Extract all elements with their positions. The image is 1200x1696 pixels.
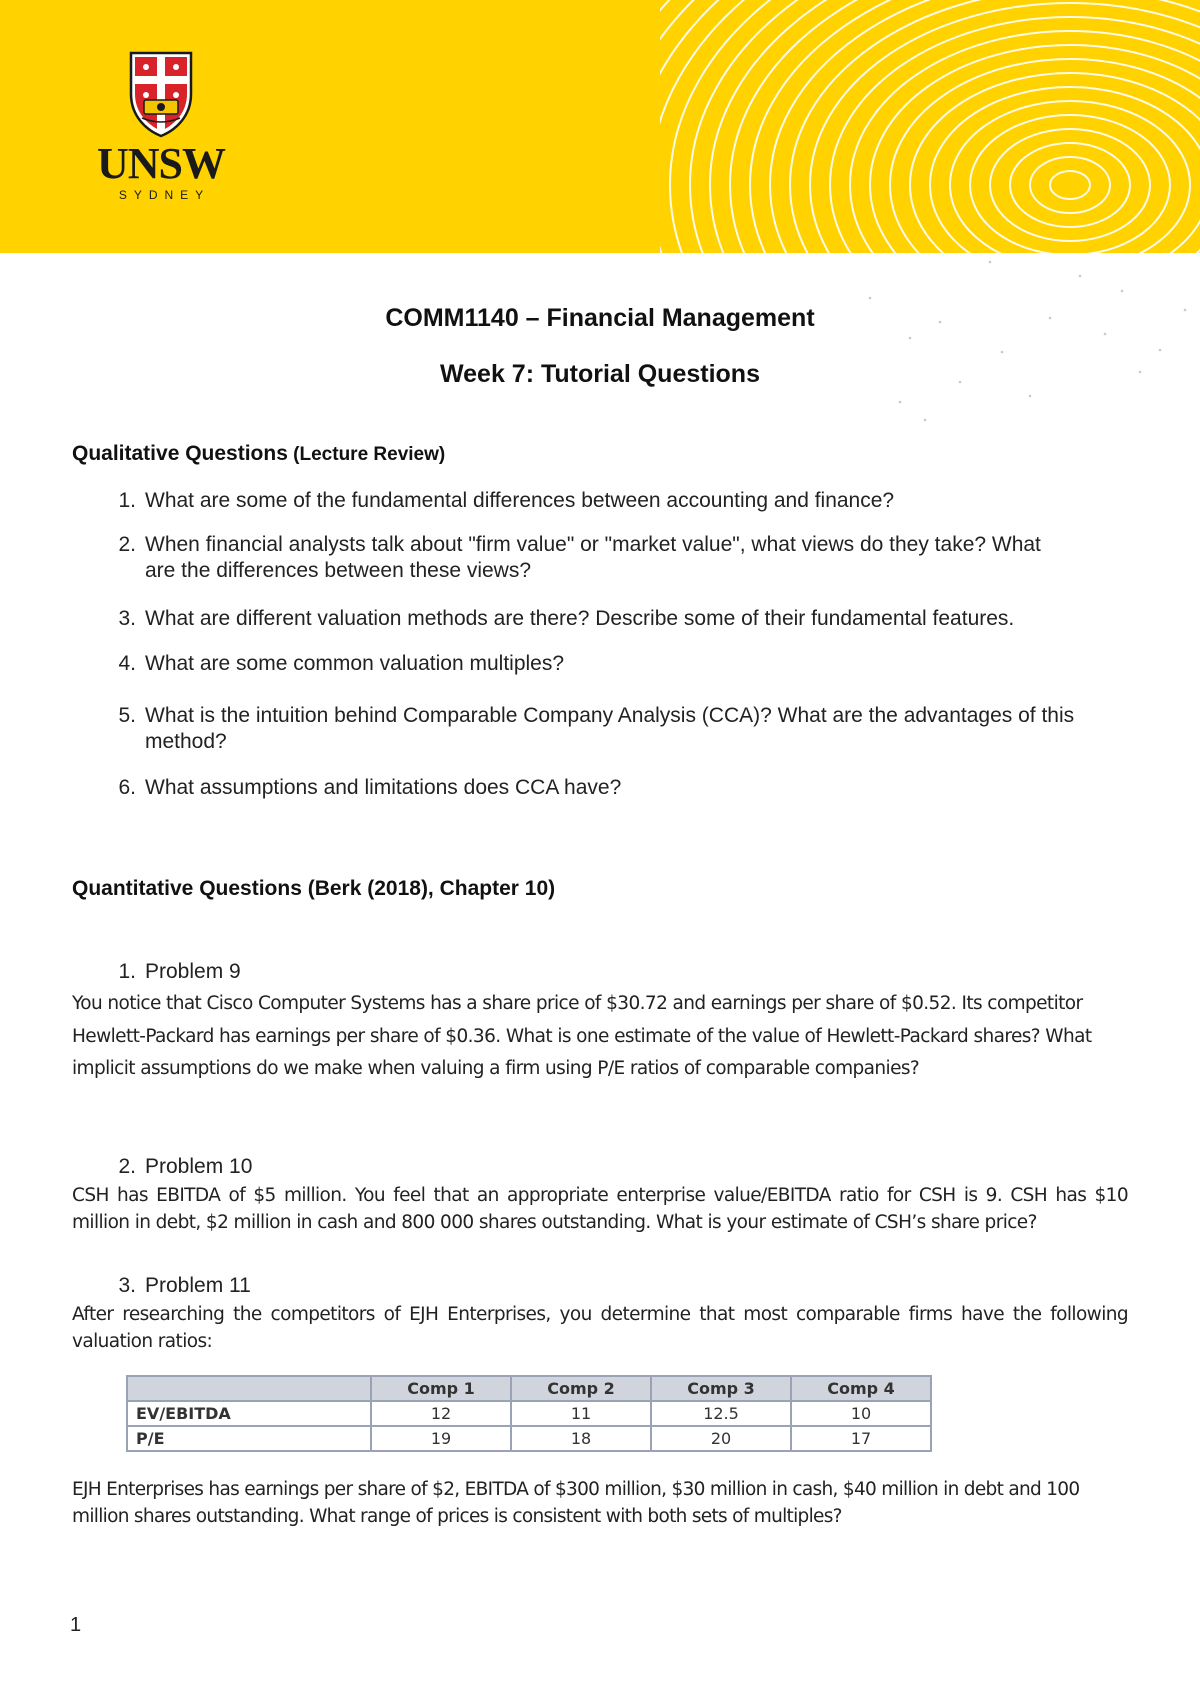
qualitative-heading bbox=[72, 442, 445, 466]
problem-text: You notice that Cisco Computer Systems has a share price of $30.72 and earnings per share of $0.52. Its competitor Hewlett-Packard has earnings per share of $0.36. What is one estimate of the value of Hewlett-Packard shares? What implicit assumptions do we make when valuing a firm using P/E ratios of comparable companies? bbox=[72, 993, 1092, 1079]
column-header bbox=[127, 1376, 371, 1401]
row-label: P/E bbox=[127, 1426, 371, 1451]
column-header: Comp 4 bbox=[791, 1376, 931, 1401]
column-header: Comp 1 bbox=[371, 1376, 511, 1401]
table-cell: 12 bbox=[371, 1401, 511, 1426]
brand-location: SYDNEY bbox=[118, 188, 211, 202]
question-number: 6. bbox=[118, 776, 136, 799]
problem-text: CSH has EBITDA of $5 million. You feel that an appropriate enterprise value/EBITDA ratio for CSH is 9. CSH has $10 million in debt, $2 million in cash and 800 000 shares outstanding. What is your estimate of CSH’s share price? bbox=[72, 1185, 1128, 1233]
table-cell: 17 bbox=[791, 1426, 931, 1451]
question-number: 4. bbox=[118, 652, 136, 675]
problem-text: After researching the competitors of EJH Enterprises, you determine that most comparable firms have the following valuation ratios: bbox=[72, 1304, 1128, 1352]
question-text: What is the intuition behind Comparable Company Analysis (CCA)? What are the advantages of this method? bbox=[145, 704, 1075, 753]
table-cell: 12.5 bbox=[651, 1401, 791, 1426]
table-cell: 11 bbox=[511, 1401, 651, 1426]
question-text: What are different valuation methods are there? Describe some of their fundamental features. bbox=[145, 607, 1015, 630]
question-text: When financial analysts talk about "firm value" or "market value", what views do they take? What are the differences between these views? bbox=[145, 533, 1041, 582]
table-row bbox=[127, 1401, 931, 1426]
problem-number: 3. bbox=[118, 1274, 136, 1297]
brand-wordmark: UNSW bbox=[96, 139, 226, 188]
problem-title: Problem 9 bbox=[145, 960, 241, 983]
problem-title: Problem 10 bbox=[145, 1155, 253, 1178]
question-number: 1. bbox=[118, 489, 136, 512]
course-title: COMM1140 – Financial Management bbox=[385, 304, 815, 332]
question-number: 2. bbox=[118, 533, 136, 556]
problem-number: 1. bbox=[118, 960, 136, 983]
qualitative-heading-main: Qualitative Questions bbox=[72, 442, 288, 465]
problem-number: 2. bbox=[118, 1155, 136, 1178]
table-cell: 10 bbox=[791, 1401, 931, 1426]
question-number: 3. bbox=[118, 607, 136, 630]
table-row bbox=[127, 1426, 931, 1451]
problem-text-after-table: EJH Enterprises has earnings per share of $2, EBITDA of $300 million, $30 million in cash, $40 million in debt and 100 million shares outstanding. What range of prices is consistent with both sets of multiples? bbox=[72, 1479, 1080, 1527]
question-number: 5. bbox=[118, 704, 136, 727]
problem-title: Problem 11 bbox=[145, 1274, 251, 1297]
quantitative-heading: Quantitative Questions (Berk (2018), Chapter 10) bbox=[72, 877, 556, 900]
table-cell: 18 bbox=[511, 1426, 651, 1451]
question-text: What are some common valuation multiples? bbox=[145, 652, 565, 675]
decorative-dots bbox=[0, 0, 1200, 460]
table-cell: 20 bbox=[651, 1426, 791, 1451]
week-title: Week 7: Tutorial Questions bbox=[440, 360, 760, 388]
column-header: Comp 2 bbox=[511, 1376, 651, 1401]
qualitative-heading-sub: (Lecture Review) bbox=[287, 444, 446, 465]
table-header-row bbox=[127, 1376, 931, 1401]
page-number: 1 bbox=[70, 1614, 82, 1636]
question-text: What assumptions and limitations does CCA have? bbox=[145, 776, 622, 799]
table-cell: 19 bbox=[371, 1426, 511, 1451]
row-label: EV/EBITDA bbox=[127, 1401, 371, 1426]
valuation-ratios-table bbox=[126, 1375, 932, 1452]
column-header: Comp 3 bbox=[651, 1376, 791, 1401]
question-text: What are some of the fundamental differences between accounting and finance? bbox=[145, 489, 895, 512]
